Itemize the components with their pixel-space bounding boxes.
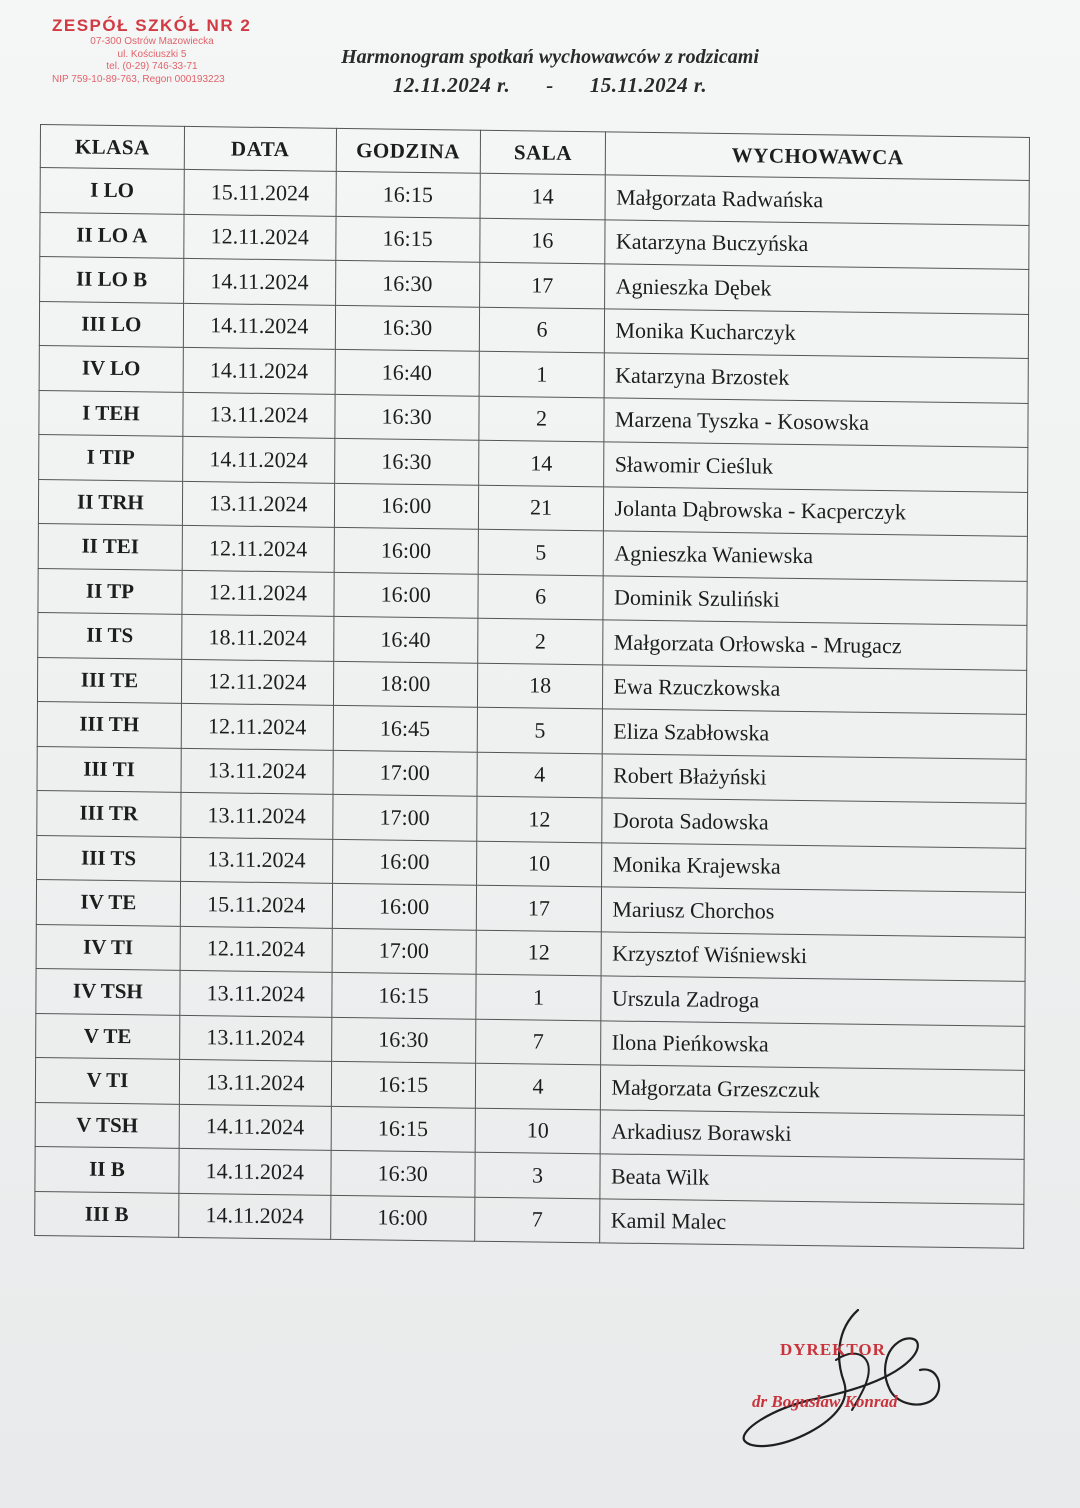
time-cell: 16:40 xyxy=(333,616,477,662)
table-body xyxy=(35,168,1030,1249)
teacher-cell: Robert Błażyński xyxy=(602,753,1026,803)
room-cell: 14 xyxy=(480,173,606,219)
stamp-address-street: ul. Kościuszki 5 xyxy=(117,48,187,60)
director-signature-block xyxy=(740,1300,960,1460)
date-cell: 13.11.2024 xyxy=(181,792,333,838)
time-cell: 16:00 xyxy=(332,839,476,885)
date-cell: 12.11.2024 xyxy=(181,659,333,705)
time-cell: 16:00 xyxy=(332,883,476,929)
date-cell: 14.11.2024 xyxy=(179,1104,331,1150)
time-cell: 16:30 xyxy=(335,394,479,440)
time-cell: 16:00 xyxy=(334,572,478,618)
teacher-cell: Jolanta Dąbrowska - Kacperczyk xyxy=(604,486,1028,536)
date-cell: 15.11.2024 xyxy=(180,881,332,927)
teacher-cell: Ewa Rzuczkowska xyxy=(603,664,1027,714)
room-cell: 12 xyxy=(476,930,602,976)
teacher-cell: Małgorzata Radwańska xyxy=(606,175,1030,225)
time-cell: 16:30 xyxy=(331,1017,475,1063)
time-cell: 16:00 xyxy=(330,1195,474,1241)
klasa-cell: I LO xyxy=(40,168,184,214)
klasa-cell: IV TI xyxy=(36,924,180,970)
room-cell: 18 xyxy=(477,663,603,709)
time-cell: 17:00 xyxy=(333,750,477,796)
time-cell: 16:30 xyxy=(335,305,479,351)
teacher-cell: Krzysztof Wiśniewski xyxy=(602,931,1026,981)
room-cell: 17 xyxy=(476,885,602,931)
klasa-cell: IV LO xyxy=(39,345,183,391)
klasa-cell: IV TSH xyxy=(36,968,180,1014)
room-cell: 14 xyxy=(478,440,604,486)
teacher-cell: Agnieszka Dębek xyxy=(605,264,1029,314)
date-cell: 12.11.2024 xyxy=(182,525,334,571)
room-cell: 5 xyxy=(477,707,603,753)
room-cell: 21 xyxy=(478,485,604,531)
room-cell: 16 xyxy=(479,218,605,264)
room-cell: 7 xyxy=(475,1019,601,1065)
klasa-cell: I TEH xyxy=(39,390,183,436)
date-cell: 13.11.2024 xyxy=(179,1059,331,1105)
date-cell: 12.11.2024 xyxy=(181,703,333,749)
date-cell: 13.11.2024 xyxy=(179,1015,331,1061)
teacher-cell: Monika Krajewska xyxy=(602,842,1026,892)
column-header-data: DATA xyxy=(184,126,336,171)
date-cell: 13.11.2024 xyxy=(182,481,334,527)
time-cell: 16:30 xyxy=(335,260,479,306)
document-header xyxy=(280,46,820,98)
handwritten-signature-icon xyxy=(740,1300,960,1460)
column-header-godzina: GODZINA xyxy=(336,128,480,173)
date-cell: 13.11.2024 xyxy=(183,392,335,438)
klasa-cell: II TS xyxy=(38,612,182,658)
teacher-cell: Agnieszka Waniewska xyxy=(604,531,1028,581)
column-header-klasa: KLASA xyxy=(40,125,184,170)
date-cell: 13.11.2024 xyxy=(180,970,332,1016)
klasa-cell: III TI xyxy=(37,746,181,792)
room-cell: 1 xyxy=(475,974,601,1020)
klasa-cell: III LO xyxy=(39,301,183,347)
room-cell: 6 xyxy=(479,307,605,353)
time-cell: 16:00 xyxy=(334,527,478,573)
teacher-cell: Małgorzata Orłowska - Mrugacz xyxy=(603,620,1027,670)
teacher-cell: Eliza Szabłowska xyxy=(603,709,1027,759)
teacher-cell: Urszula Zadroga xyxy=(601,976,1025,1026)
teacher-cell: Małgorzata Grzeszczuk xyxy=(601,1065,1025,1115)
time-cell: 16:40 xyxy=(335,349,479,395)
time-cell: 16:15 xyxy=(331,1061,475,1107)
date-cell: 18.11.2024 xyxy=(182,614,334,660)
time-cell: 17:00 xyxy=(332,794,476,840)
klasa-cell: III TE xyxy=(37,657,181,703)
director-role: DYREKTOR xyxy=(780,1340,886,1359)
time-cell: 16:30 xyxy=(334,438,478,484)
date-cell: 13.11.2024 xyxy=(180,837,332,883)
room-cell: 4 xyxy=(477,752,603,798)
teacher-cell: Katarzyna Buczyńska xyxy=(605,219,1029,269)
stamp-school-name: ZESPÓŁ SZKÓŁ NR 2 xyxy=(52,16,252,35)
time-cell: 16:15 xyxy=(332,972,476,1018)
date-cell: 14.11.2024 xyxy=(179,1148,331,1194)
time-cell: 16:00 xyxy=(334,483,478,529)
room-cell: 5 xyxy=(478,529,604,575)
room-cell: 6 xyxy=(478,574,604,620)
date-from: 12.11.2024 r. xyxy=(392,73,511,97)
time-cell: 16:15 xyxy=(336,216,480,262)
klasa-cell: V TI xyxy=(35,1057,179,1103)
klasa-cell: II TP xyxy=(38,568,182,614)
schedule-table xyxy=(34,124,1030,1249)
stamp-address-city: 07-300 Ostrów Mazowiecka xyxy=(90,36,214,47)
teacher-cell: Dominik Szuliński xyxy=(603,575,1027,625)
stamp-phone: tel. (0-29) 746-33-71 xyxy=(106,61,198,72)
teacher-cell: Marzena Tyszka - Kosowska xyxy=(604,397,1028,447)
school-stamp xyxy=(52,16,292,86)
date-cell: 12.11.2024 xyxy=(184,214,336,260)
date-cell: 13.11.2024 xyxy=(181,748,333,794)
column-header-wychowawca: WYCHOWAWCA xyxy=(606,132,1030,181)
room-cell: 3 xyxy=(475,1152,601,1198)
klasa-cell: IV TE xyxy=(36,879,180,925)
klasa-cell: III TH xyxy=(37,701,181,747)
director-name: dr Bogusław Konrad xyxy=(752,1392,898,1411)
date-cell: 12.11.2024 xyxy=(182,570,334,616)
column-header-sala: SALA xyxy=(480,130,606,175)
klasa-cell: V TE xyxy=(36,1013,180,1059)
date-cell: 14.11.2024 xyxy=(183,303,335,349)
teacher-cell: Sławomir Cieśluk xyxy=(604,442,1028,492)
klasa-cell: II TRH xyxy=(38,479,182,525)
time-cell: 17:00 xyxy=(332,928,476,974)
room-cell: 2 xyxy=(477,618,603,664)
document-title: Harmonogram spotkań wychowawców z rodzicami xyxy=(341,46,759,68)
teacher-cell: Ilona Pieńkowska xyxy=(601,1020,1025,1070)
time-cell: 16:15 xyxy=(331,1106,475,1152)
klasa-cell: III B xyxy=(35,1191,179,1237)
room-cell: 2 xyxy=(478,396,604,442)
teacher-cell: Arkadiusz Borawski xyxy=(601,1109,1025,1159)
time-cell: 16:15 xyxy=(336,171,480,217)
room-cell: 4 xyxy=(475,1063,601,1109)
teacher-cell: Katarzyna Brzostek xyxy=(605,353,1029,403)
room-cell: 10 xyxy=(475,1108,601,1154)
teacher-cell: Beata Wilk xyxy=(600,1154,1024,1204)
room-cell: 12 xyxy=(476,796,602,842)
teacher-cell: Mariusz Chorchos xyxy=(602,887,1026,937)
klasa-cell: I TIP xyxy=(39,434,183,480)
room-cell: 17 xyxy=(479,262,605,308)
time-cell: 16:45 xyxy=(333,705,477,751)
room-cell: 1 xyxy=(479,351,605,397)
klasa-cell: III TR xyxy=(37,790,181,836)
klasa-cell: II LO A xyxy=(40,212,184,258)
date-range xyxy=(280,73,820,98)
teacher-cell: Kamil Malec xyxy=(600,1198,1024,1248)
date-to: 15.11.2024 r. xyxy=(589,73,708,97)
klasa-cell: II B xyxy=(35,1146,179,1192)
date-cell: 12.11.2024 xyxy=(180,926,332,972)
klasa-cell: III TS xyxy=(37,835,181,881)
room-cell: 7 xyxy=(474,1197,600,1243)
date-cell: 14.11.2024 xyxy=(183,258,335,304)
teacher-cell: Dorota Sadowska xyxy=(602,798,1026,848)
stamp-tax-ids: NIP 759-10-89-763, Regon 000193223 xyxy=(52,73,225,85)
date-cell: 15.11.2024 xyxy=(184,169,336,215)
time-cell: 18:00 xyxy=(333,661,477,707)
date-separator: - xyxy=(546,73,554,97)
room-cell: 10 xyxy=(476,841,602,887)
teacher-cell: Monika Kucharczyk xyxy=(605,308,1029,358)
date-cell: 14.11.2024 xyxy=(183,347,335,393)
klasa-cell: II LO B xyxy=(40,256,184,302)
klasa-cell: II TEI xyxy=(38,523,182,569)
klasa-cell: V TSH xyxy=(35,1102,179,1148)
date-cell: 14.11.2024 xyxy=(182,436,334,482)
date-cell: 14.11.2024 xyxy=(179,1193,331,1239)
time-cell: 16:30 xyxy=(331,1150,475,1196)
